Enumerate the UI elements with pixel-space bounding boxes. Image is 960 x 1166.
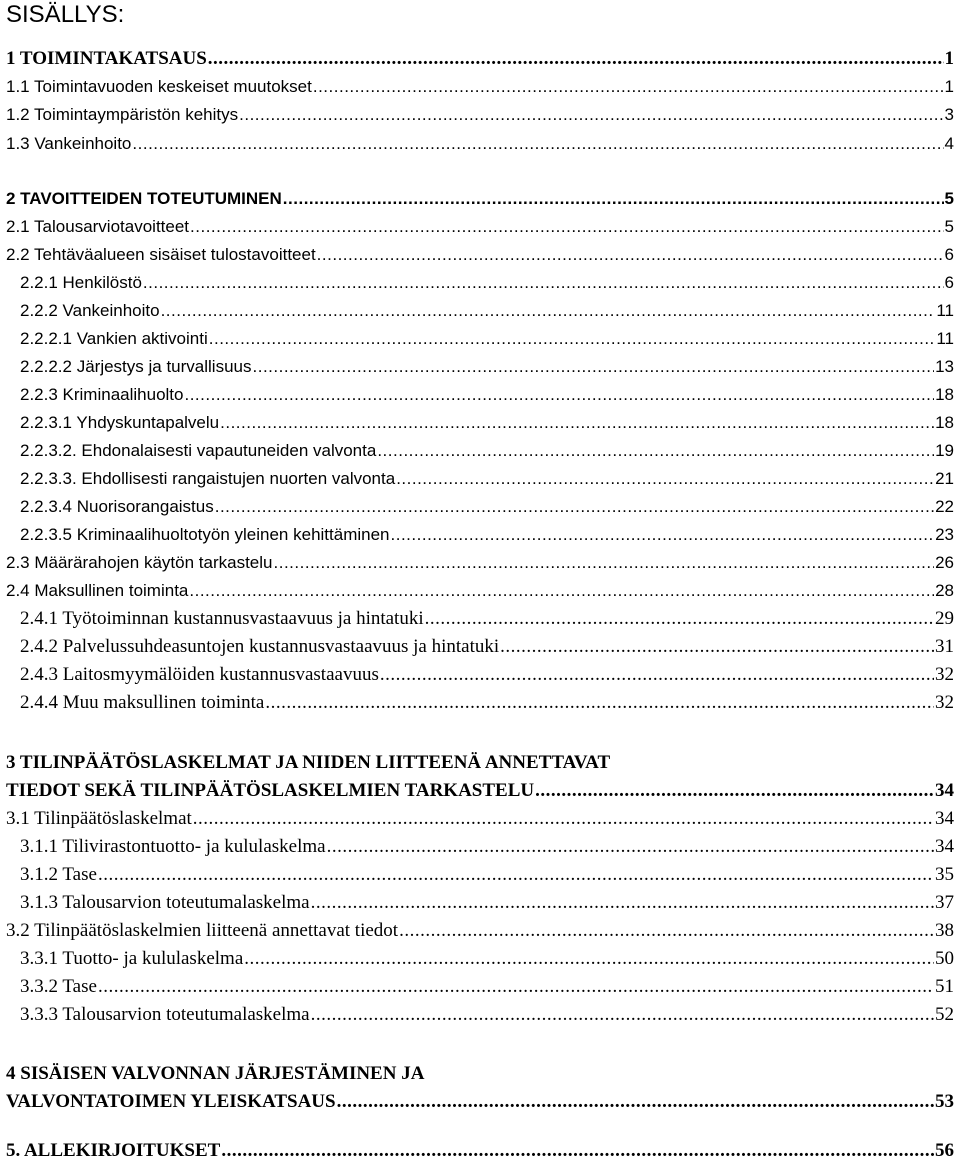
toc-page-number: 31: [935, 636, 954, 657]
toc-entry-text: TIEDOT SEKÄ TILINPÄÄTÖSLASKELMIEN TARKASTELU: [6, 780, 535, 801]
toc-leader: [221, 1138, 934, 1164]
toc-leader: [193, 806, 934, 832]
toc-entry-text: 3.1.1 Tilivirastontuotto- ja kululaskelma: [20, 836, 326, 857]
toc-page-number: 6: [944, 273, 954, 292]
toc-page-number: 13: [935, 357, 954, 376]
toc-entry-2-2-2-2[interactable]: [20, 354, 954, 380]
toc-leader: [143, 270, 944, 296]
toc-page-number: 19: [935, 441, 954, 460]
toc-entry-3-3-2[interactable]: [20, 974, 954, 1000]
toc-leader: [220, 410, 934, 436]
toc-page-number: 11: [936, 329, 954, 348]
toc-leader: [311, 890, 934, 916]
toc-entry-text: 2.2.2.2 Järjestys ja turvallisuus: [20, 357, 252, 376]
toc-leader: [253, 354, 935, 380]
toc-entry-text: 1 TOIMINTAKATSAUS: [6, 48, 207, 69]
toc-page-number: 50: [935, 948, 954, 969]
toc-page-number: 34: [935, 780, 954, 801]
toc-leader: [380, 662, 934, 688]
toc-leader: [317, 242, 944, 268]
toc-entry-3[interactable]: [6, 778, 954, 804]
toc-leader: [396, 466, 934, 492]
toc-entry-1-2[interactable]: [6, 102, 954, 128]
toc-entry-3-line-1[interactable]: 3 TILINPÄÄTÖSLASKELMAT JA NIIDEN LIITTEENÄ ANNETTAVAT: [6, 752, 611, 773]
toc-page-number: 51: [935, 976, 954, 997]
toc-entry-text: 3.1.3 Talousarvion toteutumalaskelma: [20, 892, 310, 913]
toc-page-number: 21: [935, 469, 954, 488]
toc-entry-1-1[interactable]: [6, 74, 954, 100]
toc-entry-2-2-1[interactable]: [20, 270, 954, 296]
toc-entry-2-4-2[interactable]: [20, 634, 954, 660]
toc-leader: [208, 46, 944, 72]
toc-page-number: 28: [935, 581, 954, 600]
toc-leader: [161, 298, 936, 324]
toc-page-number: 18: [935, 413, 954, 432]
toc-page-number: 53: [935, 1091, 954, 1112]
toc-entry-text: 2.2.1 Henkilöstö: [20, 273, 142, 292]
toc-page-number: 29: [935, 608, 954, 629]
toc-entry-3-1-1[interactable]: [20, 834, 954, 860]
toc-entry-text: 1.2 Toimintaympäristön kehitys: [6, 105, 239, 124]
toc-entry-text: 2.2.3.1 Yhdyskuntapalvelu: [20, 413, 220, 432]
toc-page-number: 4: [944, 134, 954, 153]
toc-leader: [337, 1089, 934, 1115]
toc-entry-5[interactable]: [6, 1138, 954, 1164]
toc-page-number: 38: [935, 920, 954, 941]
toc-entry-2-2-3-4[interactable]: [20, 494, 954, 520]
toc-entry-2-2-3-3[interactable]: [20, 466, 954, 492]
toc-leader: [209, 326, 936, 352]
toc-entry-2-4-3[interactable]: [20, 662, 954, 688]
toc-leader: [535, 778, 934, 804]
toc-page-number: 34: [935, 836, 954, 857]
toc-entry-2-2-3-2[interactable]: [20, 438, 954, 464]
toc-leader: [377, 438, 934, 464]
toc-leader: [274, 550, 935, 576]
toc-entry-text: 2.4.4 Muu maksullinen toiminta: [20, 692, 265, 713]
toc-entry-2-2-3[interactable]: [20, 382, 954, 408]
toc-leader: [391, 522, 935, 548]
toc-entry-text: 2.2.2.1 Vankien aktivointi: [20, 329, 208, 348]
toc-entry-text: 1.1 Toimintavuoden keskeiset muutokset: [6, 77, 312, 96]
toc-page-number: 5: [944, 189, 954, 208]
toc-page-number: 26: [935, 553, 954, 572]
toc-leader: [239, 102, 943, 128]
toc-entry-2-2-2[interactable]: [20, 298, 954, 324]
toc-entry-2[interactable]: [6, 186, 954, 212]
toc-entry-text: 2.3 Määrärahojen käytön tarkastelu: [6, 553, 273, 572]
toc-entry-2-2[interactable]: [6, 242, 954, 268]
toc-page-number: 22: [935, 497, 954, 516]
toc-entry-2-1[interactable]: [6, 214, 954, 240]
toc-entry-2-4-1[interactable]: [20, 606, 954, 632]
toc-entry-2-4[interactable]: [6, 578, 954, 604]
toc-entry-text: 2.4 Maksullinen toiminta: [6, 581, 189, 600]
toc-page-number: 35: [935, 864, 954, 885]
toc-entry-3-1[interactable]: [6, 806, 954, 832]
toc-entry-text: 3.3.3 Talousarvion toteutumalaskelma: [20, 1004, 310, 1025]
toc-entry-2-3[interactable]: [6, 550, 954, 576]
toc-entry-text: 3.1 Tilinpäätöslaskelmat: [6, 808, 192, 829]
toc-leader: [184, 382, 934, 408]
toc-leader: [425, 606, 934, 632]
toc-entry-text: 2.4.2 Palvelussuhdeasuntojen kustannusvastaavuus ja hintatuki: [20, 636, 500, 657]
toc-leader: [327, 834, 934, 860]
toc-entry-text: 3.2 Tilinpäätöslaskelmien liitteenä annettavat tiedot: [6, 920, 399, 941]
toc-entry-4-line-1[interactable]: 4 SISÄISEN VALVONNAN JÄRJESTÄMINEN JA: [6, 1063, 425, 1084]
toc-leader: [265, 690, 934, 716]
toc-entry-text: 2.2.3 Kriminaalihuolto: [20, 385, 184, 404]
toc-entry-text: 5. ALLEKIRJOITUKSET: [6, 1140, 221, 1161]
toc-entry-text: 2.1 Talousarviotavoitteet: [6, 217, 190, 236]
toc-entry-3-1-2[interactable]: [20, 862, 954, 888]
toc-entry-text: 2.4.3 Laitosmyymälöiden kustannusvastaavuus: [20, 664, 379, 685]
toc-page-number: 6: [944, 245, 954, 264]
toc-entry-text: 1.3 Vankeinhoito: [6, 134, 132, 153]
toc-entry-3-2[interactable]: [6, 918, 954, 944]
toc-entry-2-4-4[interactable]: [20, 690, 954, 716]
toc-entry-2-2-3-5[interactable]: [20, 522, 954, 548]
toc-entry-2-2-3-1[interactable]: [20, 410, 954, 436]
toc-entry-3-3-1[interactable]: [20, 946, 954, 972]
toc-entry-3-3-3[interactable]: [20, 1002, 954, 1028]
toc-page-number: 34: [935, 808, 954, 829]
toc-leader: [399, 918, 934, 944]
toc-entry-text: 3.1.2 Tase: [20, 864, 97, 885]
toc-entry-text: 3.3.1 Tuotto- ja kululaskelma: [20, 948, 244, 969]
toc-entry-1[interactable]: [6, 46, 954, 72]
toc-page-number: 3: [944, 105, 954, 124]
toc-entry-text: 2.2 Tehtäväalueen sisäiset tulostavoitteet: [6, 245, 316, 264]
toc-page-number: 1: [944, 48, 954, 69]
toc-entry-text: 3.3.2 Tase: [20, 976, 97, 997]
toc-entry-text: 2.2.3.2. Ehdonalaisesti vapautuneiden valvonta: [20, 441, 377, 460]
toc-page-number: 23: [935, 525, 954, 544]
toc-leader: [500, 634, 934, 660]
toc-entry-text: 2.2.2 Vankeinhoito: [20, 301, 160, 320]
toc-entry-4[interactable]: [6, 1089, 954, 1115]
toc-leader: [98, 862, 934, 888]
toc-page-number: 18: [935, 385, 954, 404]
toc-page-number: 5: [944, 217, 954, 236]
toc-leader: [215, 494, 934, 520]
toc-entry-text: 2.2.3.4 Nuorisorangaistus: [20, 497, 214, 516]
toc-leader: [190, 214, 944, 240]
toc-entry-1-3[interactable]: [6, 131, 954, 157]
toc-entry-text: 2.4.1 Työtoiminnan kustannusvastaavuus ja hintatuki: [20, 608, 424, 629]
toc-page-number: 32: [935, 664, 954, 685]
toc-page-number: 37: [935, 892, 954, 913]
page-title: SISÄLLYS:: [6, 1, 125, 28]
toc-entry-3-1-3[interactable]: [20, 890, 954, 916]
toc-leader: [313, 74, 944, 100]
toc-page-number: 56: [935, 1140, 954, 1161]
toc-page-number: 1: [944, 77, 954, 96]
toc-page-number: 52: [935, 1004, 954, 1025]
toc-leader: [283, 186, 944, 212]
toc-leader: [132, 131, 943, 157]
toc-entry-text: VALVONTATOIMEN YLEISKATSAUS: [6, 1091, 336, 1112]
toc-page-number: 32: [935, 692, 954, 713]
toc-leader: [98, 974, 934, 1000]
toc-page-number: 11: [936, 301, 954, 320]
toc-entry-text: 2.2.3.3. Ehdollisesti rangaistujen nuorten valvonta: [20, 469, 396, 488]
toc-entry-2-2-2-1[interactable]: [20, 326, 954, 352]
toc-entry-text: 2.2.3.5 Kriminaalihuoltotyön yleinen kehittäminen: [20, 525, 390, 544]
toc-leader: [311, 1002, 934, 1028]
toc-leader: [244, 946, 934, 972]
toc-leader: [189, 578, 934, 604]
toc-entry-text: 2 TAVOITTEIDEN TOTEUTUMINEN: [6, 189, 282, 208]
